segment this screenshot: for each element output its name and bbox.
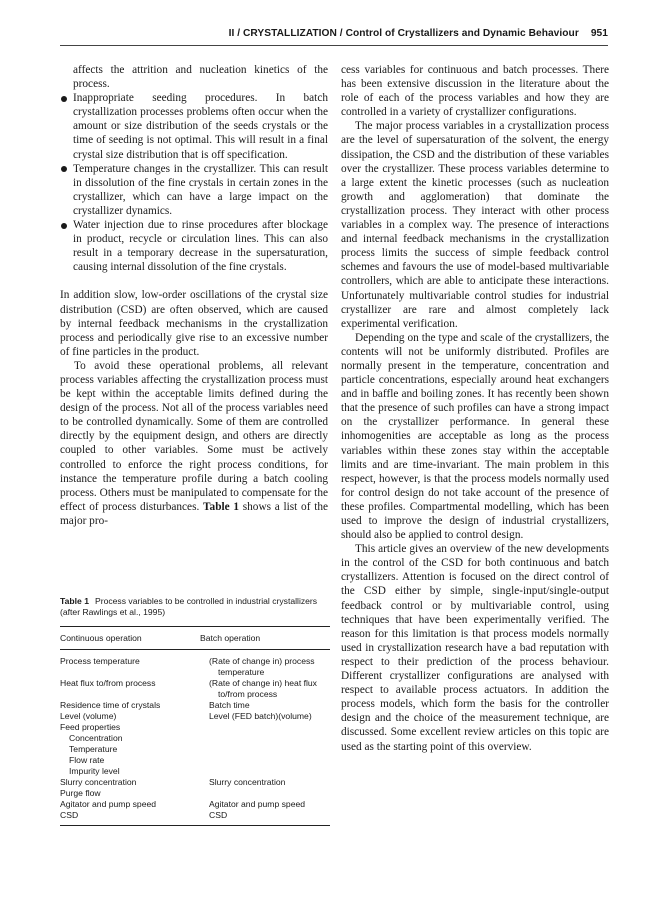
paragraph-operational-problems-tail: shows a list of the major pro- [60,500,328,527]
cell-batch: Level (FED batch)(volume) [209,711,312,721]
cell-continuous: Flow rate [69,755,105,765]
problem-bullet-list [60,91,328,274]
running-header [60,28,608,39]
table-row [60,799,330,810]
bullet-item-seeding: Inappropriate seeding procedures. In batch crystallization processes problems often occur when the amount or size distribution of the seeds crystals or the time of seeding is not optimal. This will result in a final crystal size distribution that is off specification. [60,91,328,161]
cell-continuous: Process temperature [60,656,140,666]
paragraph-oscillations: In addition slow, low-order oscillations of the crystal size distribution (CSD) are often observed, which are caused by internal feedback mechanisms in the crystallization process and periodically give rise to an excessive number of fine particles in the product. [60,289,328,358]
cell-batch-text: (Rate of change in) process temperature [209,656,315,677]
cell-continuous: Residence time of crystals [60,700,161,710]
table-caption-text: Process variables to be controlled in industrial crystallizers (after Rawlings et al., 1995) [60,596,318,617]
table-row [60,788,330,799]
header-continuous: Continuous operation [60,633,142,643]
table-1 [60,596,330,826]
paragraph-major-variables: The major process variables in a crystallization process are the level of supersaturation of the solvent, the energy dissipation, the CSD and the distribution of these variables over the crystallizer. These process variables determine to a large extent the kinetic processes (such as nucleation growth and agglomeration) that dominate the crystallization process. They interact with other process variables in a complex way. The presence of interactions and internal feedback mechanisms in the crystallization process limits the success of simple feedback control schemes and favours the use of model-based multivariable controllers, which are able to anticipate these interactions. Unfortunately multivariable control studies for industrial crystallizer are rare and almost completely lack experimental verification. [341,120,609,330]
table-row [60,733,330,744]
cell-continuous: Concentration [69,733,123,743]
cell-batch [209,650,330,678]
cell-batch [209,788,330,799]
cell-continuous: Agitator and pump speed [60,799,157,809]
cell-batch: Agitator and pump speed [209,799,306,809]
table-row [60,711,330,722]
cell-continuous: Slurry concentration [60,777,137,787]
bullet-item-water-injection: Water injection due to rinse procedures after blockage in product, recycle or circulation lines. This can also result in a temporary decrease in the supersaturation, causing internal dissolution of the fine crystals. [60,218,328,274]
cell-batch: Slurry concentration [209,777,286,787]
right-continuation-text: cess variables for continuous and batch processes. There has been extensive discussion in the literature about the role of each of the process variables and how they are controlled in a variety of crystallizer configurations. [341,64,609,119]
cell-batch [209,678,330,700]
cell-continuous: Impurity level [69,766,120,776]
header-rule [60,45,608,46]
table-header-row [60,627,330,649]
table-row [60,755,330,766]
paragraph-operational-problems-text: To avoid these operational problems, all relevant process variables affecting the crystallization process must be kept within the acceptable limits defined during the design of the process. Not all of the process variables need to be controlled dynamically. Some of them are controlled directly by the equipment design, and others are directly coupled to other variables. Some must be actively controlled to enforce the right process conditions, for instance the temperature profile during a batch cooling process. Others must be manipulated to compensate for the effect of process disturbances. [60,359,328,513]
table-row [60,678,330,700]
left-column [60,63,328,528]
left-continuation-text: affects the attrition and nucleation kinetics of the process. [73,64,328,91]
paragraph-profiles: Depending on the type and scale of the crystallizers, the contents will not be uniformly distributed. Profiles are normally present in the temperature, concentration and particle concentrations, especially around heat exchangers and in baffle and boiling zones. It has recently been shown that the presence of such profiles can have a strong impact on the crystallizer performance. In general these inhomogenities are acceptable as long as the process variables within these zones stay within the acceptable limits and are time-invariant. The main problem in this respect, however, is that the process models normally used for control design do not take account of the presence of these profiles. Compartmental modelling, which has been used to improve the design of industrial crystallizers, should also be applied to control design. [341,331,609,542]
header-batch: Batch operation [200,633,261,643]
cell-continuous: Level (volume) [60,711,117,721]
cell-batch-text: (Rate of change in) heat flux to/from process [209,678,317,699]
cell-continuous: Feed properties [60,722,121,732]
table-reference: Table 1 [203,500,240,513]
cell-batch [209,766,330,777]
cell-continuous: Heat flux to/from process [60,678,156,688]
table-row [60,650,330,678]
table-row [60,777,330,788]
table-label: Table 1 [60,596,89,606]
cell-continuous: Temperature [69,744,118,754]
process-variables-table-body [60,650,330,821]
running-header-title: II / CRYSTALLIZATION / Control of Crystallizers and Dynamic Behaviour [228,28,579,39]
page-number: 951 [590,28,608,39]
right-column [341,63,609,754]
table-row [60,766,330,777]
cell-batch [209,755,330,766]
bullet-item-temperature: Temperature changes in the crystallizer. This can result in dissolution of the fine crystals in certain zones in the crystallizer, which can have a large impact on the crystallizer dynamics. [60,162,328,218]
table-caption [60,596,330,618]
process-variables-table [60,627,330,649]
cell-batch [209,733,330,744]
table-bottom-rule [60,825,330,826]
table-row [60,744,330,755]
table-row [60,722,330,733]
paragraph-operational-problems [60,359,328,528]
paragraph-overview: This article gives an overview of the new developments in the control of the CSD for both continuous and batch crystallizers. Attention is focused on the direct control of the CSD either by simple, single-input/single-output feedback control or by multivariable control, using techniques that have been experimentally verified. The reason for this limitation is that process models normally used in crystallization research have a bad reputation with respect to their prediction of the process behaviour. Different crystallizer configurations are analysed with respect to available process actuators. In addition the process models, which form the basis for the controller design and the choice of the measurement technique, are discussed. Some excellent review articles on this topic are used as the starting point of this overview. [341,543,609,753]
table-row [60,810,330,821]
cell-batch: CSD [209,810,228,820]
cell-batch [209,722,330,733]
cell-continuous: Purge flow [60,788,101,798]
cell-batch [209,744,330,755]
cell-batch: Batch time [209,700,250,710]
cell-continuous: CSD [60,810,79,820]
table-row [60,700,330,711]
